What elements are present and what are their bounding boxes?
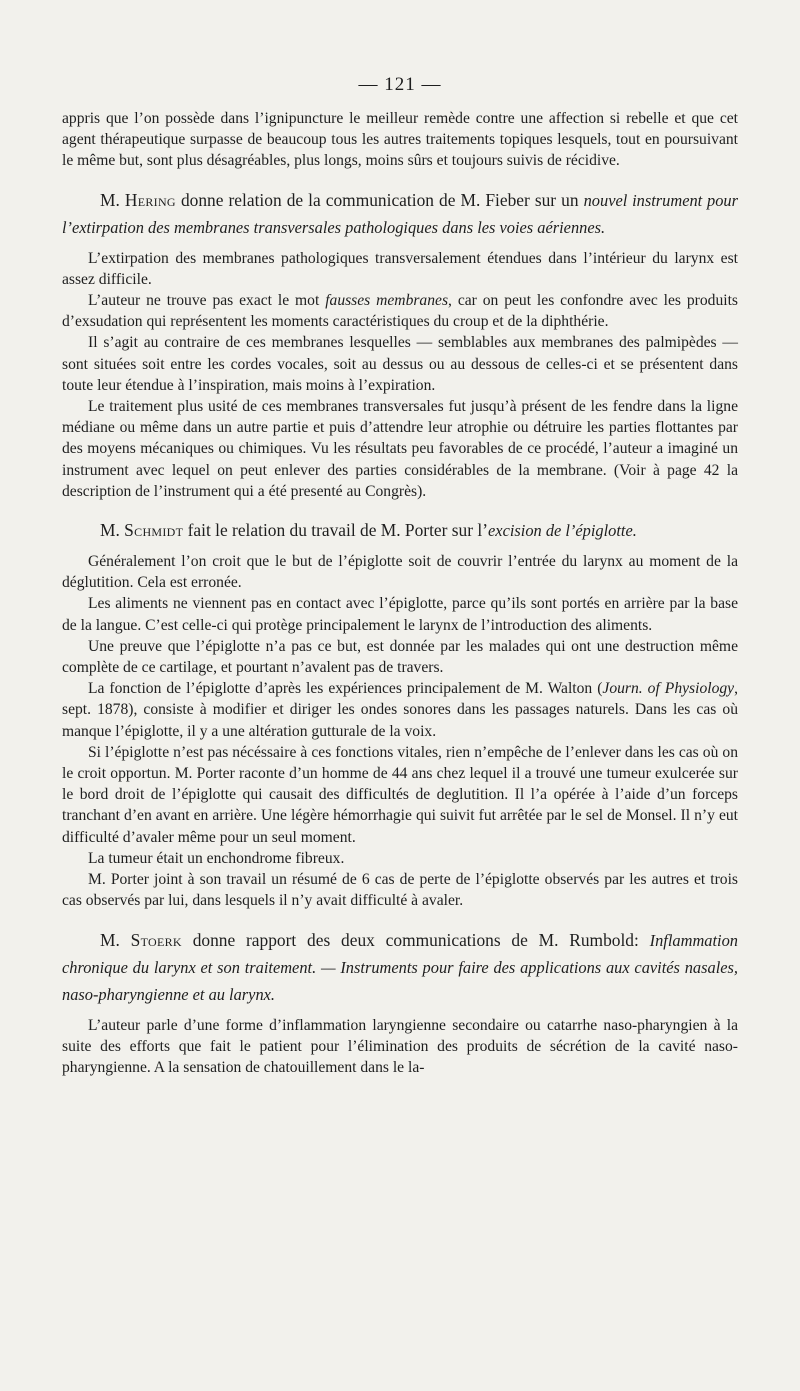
paragraph: Une preuve que l’épiglotte n’a pas ce but, est donnée par les malades qui ont une destruction même complète de ce cartilage, et pourtant n’avalent pas de travers. [62, 637, 738, 677]
paragraph [62, 678, 738, 742]
reporter-name: Schmidt [124, 520, 184, 541]
report-text: donne rapport des deux communications de M. Rumbold: [181, 929, 650, 950]
emphasis: fausses membranes [325, 292, 449, 310]
paragraph: M. Porter joint à son travail un résumé de 6 cas de perte de l’épiglotte observés par les autres et trois cas observés par lui, dans lesquels il n’y avait difficulté à avaler. [62, 871, 738, 910]
page-body [62, 108, 738, 1078]
report-prefix: M. [100, 520, 125, 541]
text-run: , car on peut les confondre avec les produits d’exsudation qui représentent les moments caractéristiques du croup et de la diphthérie. [62, 292, 738, 331]
paragraph: Le traitement plus usité de ces membranes transversales fut jusqu’à présent de les fendre dans la ligne médiane ou même dans un autre partie et puis d’attendre leur atrophie ou détruire les parties flottantes par des moyens mécaniques ou chimiques. Vu les résultats peu favorables de ce procédé, l’auteur a imaginé un instrument avec lequel on peut enlever des parties considérables de la membrane. (Voir à page 42 la description de l’instrument qui a été presenté au Congrès). [62, 398, 738, 500]
paragraph [62, 290, 738, 332]
report-text: fait le relation du travail de M. Porter sur l’ [183, 520, 489, 541]
text-run: La fonction de l’épiglotte d’après les expériences principalement de M. Walton ( [88, 680, 603, 698]
paragraph: Les aliments ne viennent pas en contact avec l’épiglotte, parce qu’ils sont portés en arrière par la base de la langue. C’est celle-ci qui protège principalement le larynx de l’introduction des aliments. [62, 595, 738, 634]
text-run: , sept. 1878), consiste à modifier et diriger les ondes sonores dans les passages naturels. Dans les cas où manque l’épiglotte, il y a une altération gutturale de la voix. [62, 680, 738, 740]
paragraph: Il s’agit au contraire de ces membranes lesquelles — semblables aux membranes des palmipèdes — sont situées soit entre les cordes vocales, soit au dessus ou au dessous de celles-ci et se présentent dans toute leur étendue à l’inspiration, mais moins à l’expiration. [62, 334, 738, 394]
report-text: donne relation de la communication de M. Fieber sur un [175, 189, 584, 210]
paragraph: L’auteur parle d’une forme d’inflammation laryngienne secondaire ou catarrhe naso-pharyngien à la suite des efforts que fait le patient pour l’élimination des produits de sécrétion de la cavité naso-pharyngienne. A la sensation de chatouillement dans le la- [62, 1016, 738, 1076]
report-heading-schmidt [62, 517, 738, 544]
report-title: excision de l’épiglotte. [488, 521, 637, 541]
report-prefix: M. [100, 189, 125, 210]
report-prefix: M. [100, 929, 131, 950]
report-title: nouvel instrument pour l’extirpation des membranes transversales pathologiques dans les voies aériennes. [62, 190, 738, 237]
text-run: L’auteur ne trouve pas exact le mot [88, 292, 326, 310]
report-heading-hering [62, 187, 738, 241]
report-title: Inflammation chronique du larynx et son traitement. — Instruments pour faire des applications aux cavités nasales, naso-pharyngienne et au larynx. [62, 930, 738, 1004]
paragraph: L’extirpation des membranes pathologiques transversalement étendues dans l’intérieur du larynx est assez difficile. [62, 249, 738, 288]
report-heading-stoerk [62, 927, 738, 1008]
emphasis: Journ. of Physiology [602, 680, 735, 698]
paragraph: La tumeur était un enchondrome fibreux. [88, 849, 345, 867]
page-number: — 121 — [358, 74, 442, 95]
paragraph: Généralement l’on croit que le but de l’épiglotte soit de couvrir l’entrée du larynx au moment de la déglutition. Cela est erronée. [62, 553, 738, 592]
continuation-paragraph: appris que l’on possède dans l’ignipuncture le meilleur remède contre une affection si rebelle et que cet agent thérapeutique surpasse de beaucoup tous les autres traitements topiques lesquels, tout en poursuivant le même but, sont plus désagréables, plus longs, moins sûrs et toujours suivis de récidive. [62, 110, 738, 170]
paragraph: Si l’épiglotte n’est pas nécéssaire à ces fonctions vitales, rien n’empêche de l’enlever dans les cas où on le croit opportun. M. Porter raconte d’un homme de 44 ans chez lequel il a trouvé une tumeur exulcerée sur le bord droit de l’épiglotte qui causait des difficultés de deglutition. Il l’a opérée à l’aide d’un forceps tranchant d’en avant en arrière. Une légère hémorrhagie qui suivit fut arrêtée par le sel de Monsel. Il n’y eut difficulté d’avaler même pour un seul moment. [62, 743, 738, 846]
reporter-name: Hering [124, 189, 176, 210]
reporter-name: Stoerk [130, 929, 182, 950]
